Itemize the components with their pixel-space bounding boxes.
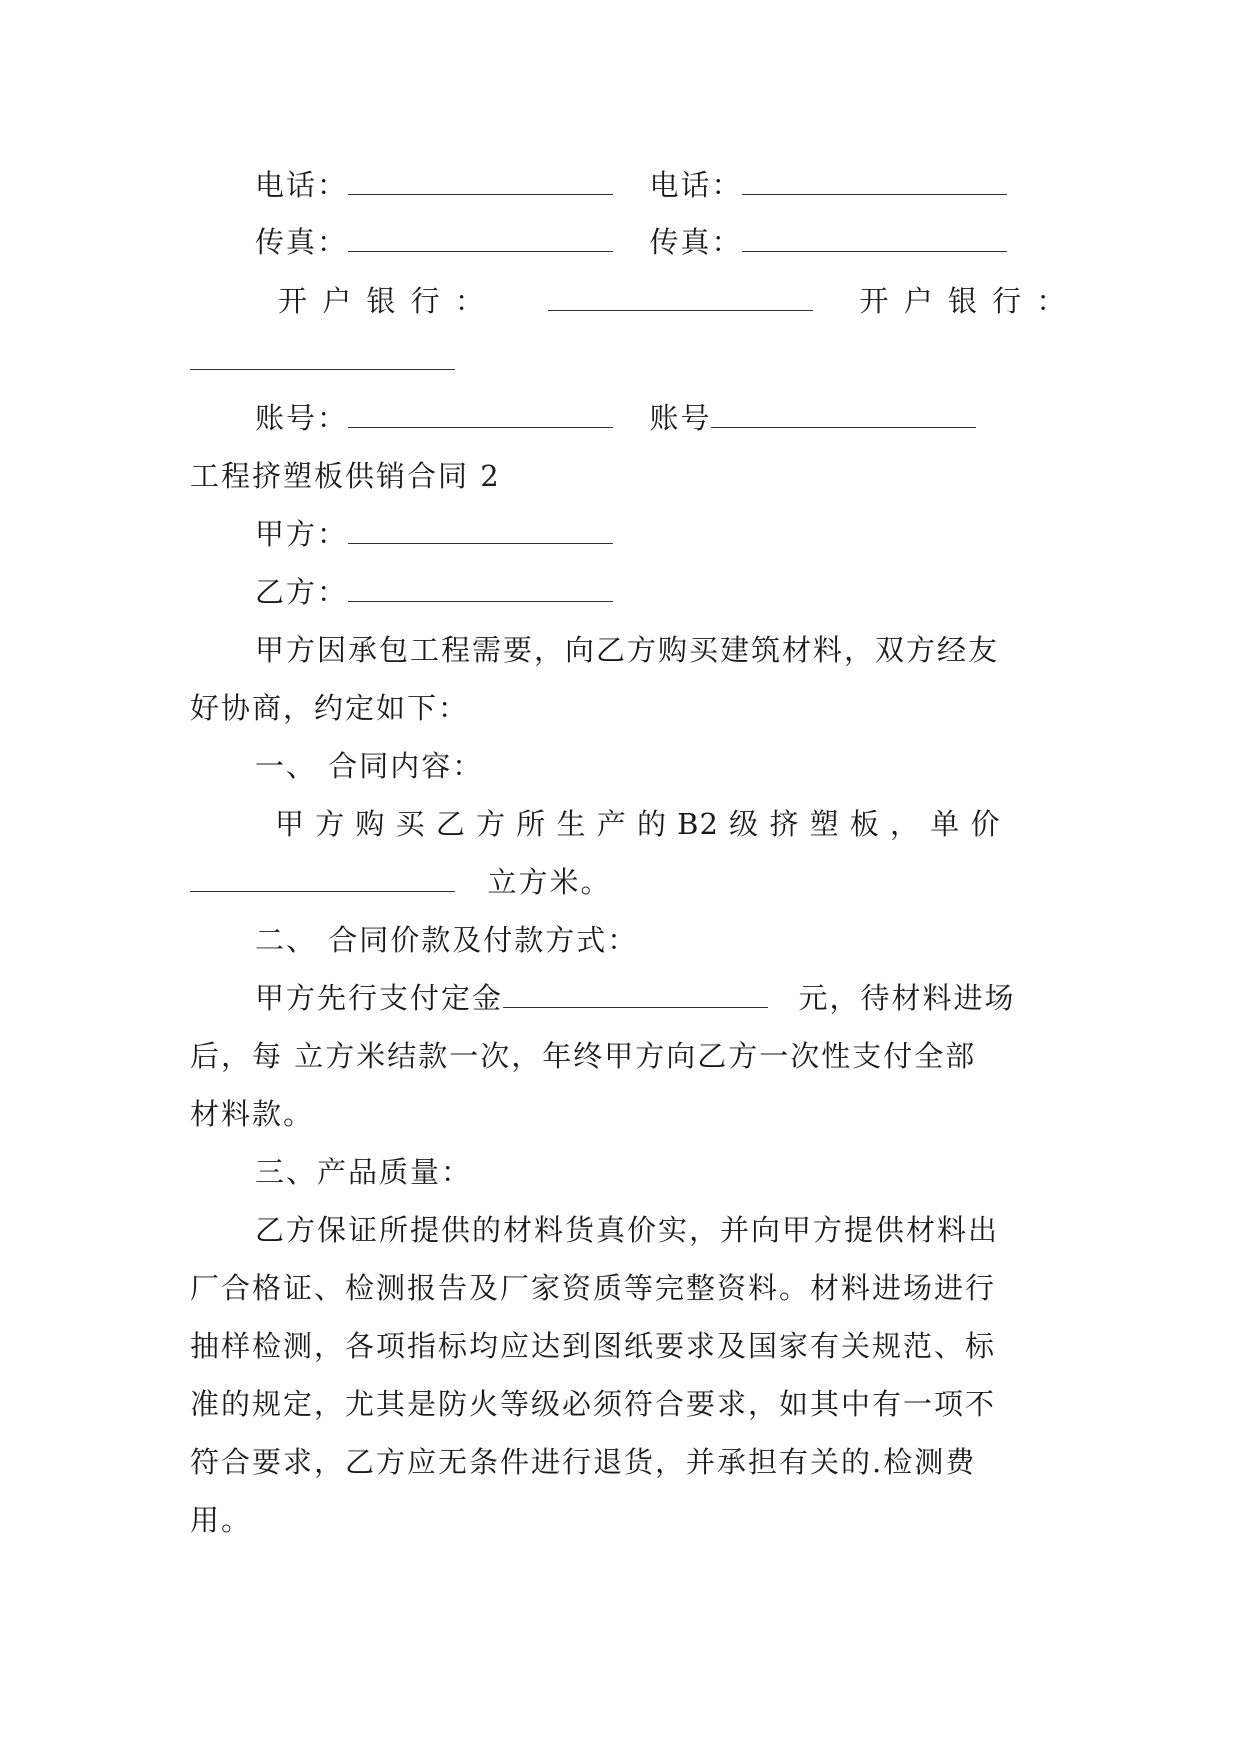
deposit-label: 甲方先行支付定金 (255, 981, 504, 1015)
bank-blank-b (190, 343, 455, 370)
section-1-unit: 立方米。 (487, 865, 612, 899)
fax-label-a: 传真： (255, 225, 349, 259)
intro-line-2: 好协商，约定如下： (190, 691, 470, 725)
fax-blank-a (348, 225, 613, 252)
section-3-line-3: 抽样检测，各项指标均应达到图纸要求及国家有关规范、标 (190, 1329, 997, 1363)
intro-line-1: 甲方因承包工程需要，向乙方购买建筑材料，双方经友 (255, 633, 1000, 667)
party-a-blank (348, 517, 613, 544)
phone-blank-b (742, 168, 1007, 195)
account-label-a: 账号： (255, 401, 349, 435)
section-3-line-1: 乙方保证所提供的材料货真价实，并向甲方提供材料出 (255, 1213, 1000, 1247)
section-3-heading: 三、产品质量： (255, 1155, 473, 1189)
section-3-line-2: 厂合格证、检测报告及厂家资质等完整资料。材料进场进行 (190, 1271, 997, 1305)
account-line (255, 398, 1050, 438)
party-b-blank (348, 575, 613, 602)
party-b-label: 乙方： (255, 575, 349, 609)
fax-label-b: 传真： (649, 225, 743, 259)
section-2-line-3: 材料款。 (190, 1097, 315, 1131)
section-1-unit-line (190, 862, 1050, 902)
section-1-heading: 一、 合同内容： (255, 749, 484, 783)
phone-label-b: 电话： (649, 168, 743, 202)
section-1-text: 甲 方 购 买 乙 方 所 生 产 的 B2 级 挤 塑 板 ， 单 价 (275, 807, 1001, 841)
bank-label-b: 开 户 银 行 ： (859, 284, 1069, 318)
fax-blank-b (742, 225, 1007, 252)
bank-line (278, 281, 1069, 321)
section-3-line-6: 用。 (190, 1503, 253, 1537)
phone-line (255, 165, 1050, 205)
bank-label-a: 开 户 银 行 ： (278, 284, 487, 318)
contract-title: 工程挤塑板供销合同 2 (190, 459, 501, 493)
bank-blank-a (548, 284, 813, 311)
phone-label-a: 电话： (255, 168, 349, 202)
price-blank (190, 865, 455, 892)
fax-line (255, 222, 1050, 262)
account-label-b: 账号 (649, 401, 712, 435)
account-blank-b (711, 401, 976, 428)
section-3-line-4: 准的规定，尤其是防火等级必须符合要求，如其中有一项不 (190, 1387, 997, 1421)
party-b-line (255, 572, 1050, 612)
account-blank-a (348, 401, 613, 428)
section-2-line-1 (255, 978, 1050, 1018)
deposit-blank (503, 981, 768, 1008)
phone-blank-a (348, 168, 613, 195)
deposit-suffix: 元，待材料进场 (798, 981, 1016, 1015)
section-3-line-5: 符合要求，乙方应无条件进行退货，并承担有关的.检测费 (190, 1445, 977, 1479)
bank-blank-line (190, 340, 1050, 380)
party-a-line (255, 514, 1050, 554)
party-a-label: 甲方： (255, 517, 349, 551)
section-2-line-2: 后，每 立方米结款一次，年终甲方向乙方一次性支付全部 (190, 1039, 977, 1073)
section-2-heading: 二、 合同价款及付款方式： (255, 923, 639, 957)
